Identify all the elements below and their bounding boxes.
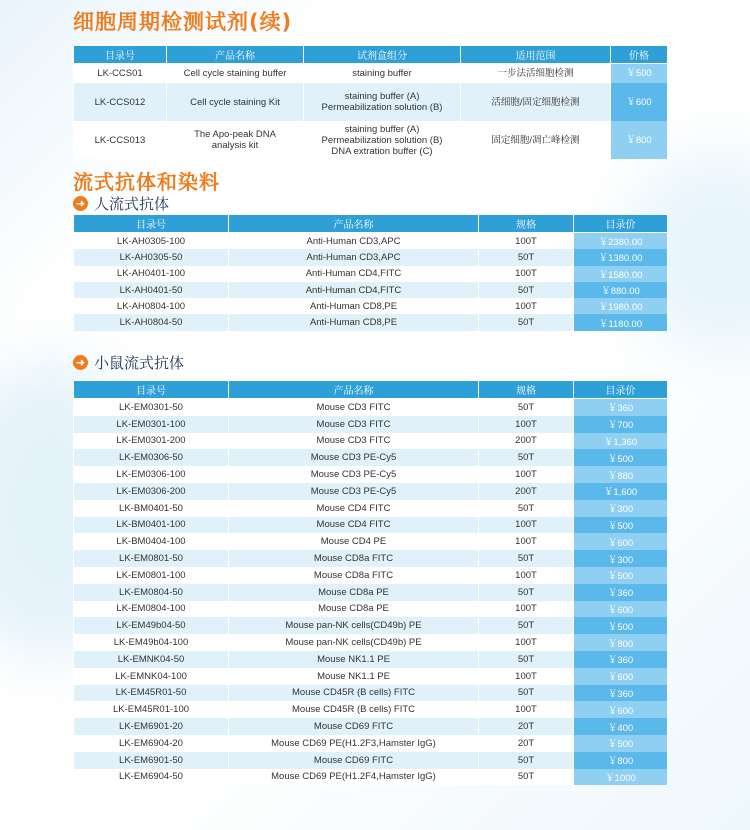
table-cell: LK-EM0306-200 <box>74 483 229 500</box>
table-cell: ￥500 <box>611 64 668 84</box>
table-cell: 20T <box>479 735 574 752</box>
table-cell: LK-CCS013 <box>74 121 167 159</box>
table-row <box>74 449 668 466</box>
table-cell: ￥500 <box>574 567 668 584</box>
table-cell: Mouse CD45R (B cells) FITC <box>229 685 479 702</box>
table-cell: LK-EM0301-200 <box>74 433 229 450</box>
table-row <box>74 584 668 601</box>
table-cell: 一步法活细胞检测 <box>461 64 611 84</box>
table-cell: LK-AH0401-100 <box>74 266 229 282</box>
table-cell: Mouse CD3 PE-Cy5 <box>229 483 479 500</box>
table-cell: LK-BM0404-100 <box>74 533 229 550</box>
table-cell: LK-EM0804-50 <box>74 584 229 601</box>
table-row <box>74 64 668 84</box>
column-header: 产品名称 <box>229 215 479 233</box>
table-row <box>74 121 668 159</box>
table-cell: LK-EMNK04-50 <box>74 651 229 668</box>
table-row <box>74 752 668 769</box>
table-cell: ￥800 <box>574 752 668 769</box>
human-antibody-table <box>73 214 668 331</box>
table-cell: 100T <box>479 567 574 584</box>
table-row <box>74 83 668 121</box>
mouse-antibody-table <box>73 380 668 785</box>
table-cell: 50T <box>479 617 574 634</box>
table-cell: ￥800 <box>611 121 668 159</box>
table-cell: staining buffer <box>304 64 461 84</box>
table-cell: staining buffer (A) Permeabilization solution (B) <box>304 83 461 121</box>
table-cell: ￥500 <box>574 735 668 752</box>
table-cell: LK-EM49b04-50 <box>74 617 229 634</box>
table-cell: ￥360 <box>574 584 668 601</box>
table-cell: ￥2380.00 <box>574 233 668 250</box>
column-header: 规格 <box>479 215 574 233</box>
table-cell: Anti-Human CD8,PE <box>229 314 479 330</box>
table-row <box>74 233 668 250</box>
table-cell: The Apo-peak DNA analysis kit <box>167 121 304 159</box>
table-cell: Anti-Human CD4,FITC <box>229 282 479 298</box>
table-cell: 固定细胞/凋亡峰检测 <box>461 121 611 159</box>
column-header: 试剂盒组分 <box>304 46 461 64</box>
table-row <box>74 500 668 517</box>
table-cell: ￥1,360 <box>574 433 668 450</box>
table-row <box>74 701 668 718</box>
table-cell: LK-EM0301-100 <box>74 416 229 433</box>
table-cell: ￥800 <box>574 634 668 651</box>
table-cell: ￥1180.00 <box>574 314 668 330</box>
table-cell: Mouse CD8a FITC <box>229 550 479 567</box>
column-header: 目录价 <box>574 215 668 233</box>
table-row <box>74 282 668 298</box>
table-cell: LK-EM6904-50 <box>74 769 229 786</box>
table-cell: 20T <box>479 718 574 735</box>
table-cell: 100T <box>479 233 574 250</box>
table-row <box>74 466 668 483</box>
section-title-cell-cycle: 细胞周期检测试剂(续) <box>73 10 293 34</box>
table-cell: LK-EM0306-50 <box>74 449 229 466</box>
column-header: 产品名称 <box>167 46 304 64</box>
table-row <box>74 433 668 450</box>
table-cell: LK-BM0401-100 <box>74 517 229 534</box>
subsection-mouse-title: 小鼠流式抗体 <box>94 354 185 372</box>
table-cell: Cell cycle staining Kit <box>167 83 304 121</box>
table-row <box>74 483 668 500</box>
table-cell: 50T <box>479 314 574 330</box>
table-cell: LK-AH0401-50 <box>74 282 229 298</box>
table-cell: ￥400 <box>574 718 668 735</box>
arrow-right-icon: ➜ <box>73 355 88 370</box>
table-cell: 100T <box>479 517 574 534</box>
table-cell: ￥360 <box>574 399 668 416</box>
table-cell: ￥600 <box>611 83 668 121</box>
table-cell: 50T <box>479 550 574 567</box>
table-cell: Mouse pan-NK cells(CD49b) PE <box>229 634 479 651</box>
table-cell: Mouse CD69 PE(H1.2F3,Hamster IgG) <box>229 735 479 752</box>
table-cell: Cell cycle staining buffer <box>167 64 304 84</box>
table-cell: 200T <box>479 483 574 500</box>
table-cell: 100T <box>479 701 574 718</box>
table-row <box>74 735 668 752</box>
table-cell: ￥600 <box>574 601 668 618</box>
table-cell: 活细胞/固定细胞检测 <box>461 83 611 121</box>
table-cell: Mouse CD8a PE <box>229 601 479 618</box>
table-cell: 50T <box>479 685 574 702</box>
table-cell: 100T <box>479 266 574 282</box>
table-cell: 50T <box>479 769 574 786</box>
table-cell: Mouse CD69 FITC <box>229 718 479 735</box>
table-cell: LK-EM6901-50 <box>74 752 229 769</box>
column-header: 目录号 <box>74 381 229 399</box>
table-cell: Mouse CD3 FITC <box>229 416 479 433</box>
table-cell: staining buffer (A) Permeabilization solution (B) DNA extration buffer (C) <box>304 121 461 159</box>
table-cell: ￥1000 <box>574 769 668 786</box>
column-header: 目录号 <box>74 46 167 64</box>
cell-cycle-table <box>73 45 668 159</box>
column-header: 目录价 <box>574 381 668 399</box>
table-cell: LK-AH0804-50 <box>74 314 229 330</box>
table-cell: 100T <box>479 298 574 314</box>
table-cell: ￥500 <box>574 449 668 466</box>
table-cell: Anti-Human CD3,APC <box>229 249 479 265</box>
table-cell: ￥300 <box>574 500 668 517</box>
column-header: 目录号 <box>74 215 229 233</box>
table-cell: Mouse CD4 FITC <box>229 517 479 534</box>
table-cell: Anti-Human CD8,PE <box>229 298 479 314</box>
table-cell: ￥1980.00 <box>574 298 668 314</box>
table-row <box>74 651 668 668</box>
table-cell: 100T <box>479 601 574 618</box>
table-cell: LK-AH0305-100 <box>74 233 229 250</box>
table-cell: ￥1380.00 <box>574 249 668 265</box>
table-cell: ￥300 <box>574 550 668 567</box>
table-row <box>74 769 668 786</box>
table-cell: ￥360 <box>574 651 668 668</box>
table-cell: LK-CCS01 <box>74 64 167 84</box>
table-cell: Mouse CD45R (B cells) FITC <box>229 701 479 718</box>
table-row <box>74 668 668 685</box>
table-cell: 50T <box>479 399 574 416</box>
table-cell: ￥1,600 <box>574 483 668 500</box>
table-cell: 50T <box>479 584 574 601</box>
table-cell: 50T <box>479 651 574 668</box>
section-title-flow-antibodies: 流式抗体和染料 <box>73 170 220 194</box>
table-cell: Mouse CD3 PE-Cy5 <box>229 449 479 466</box>
table-cell: 50T <box>479 500 574 517</box>
table-cell: LK-CCS012 <box>74 83 167 121</box>
table-cell: LK-EM45R01-50 <box>74 685 229 702</box>
table-row <box>74 533 668 550</box>
table-cell: Mouse CD3 PE-Cy5 <box>229 466 479 483</box>
table-cell: Mouse NK1.1 PE <box>229 651 479 668</box>
table-row <box>74 399 668 416</box>
table-cell: LK-EM49b04-100 <box>74 634 229 651</box>
table-cell: ￥880 <box>574 466 668 483</box>
table-cell: 100T <box>479 634 574 651</box>
table-cell: Mouse CD8a FITC <box>229 567 479 584</box>
table-cell: LK-EM0306-100 <box>74 466 229 483</box>
table-cell: 50T <box>479 449 574 466</box>
table-row <box>74 718 668 735</box>
table-cell: LK-EM0801-100 <box>74 567 229 584</box>
table-row <box>74 550 668 567</box>
table-cell: LK-EM0801-50 <box>74 550 229 567</box>
table-cell: 50T <box>479 752 574 769</box>
table-cell: 100T <box>479 668 574 685</box>
table-cell: ￥360 <box>574 685 668 702</box>
column-header: 规格 <box>479 381 574 399</box>
table-cell: ￥500 <box>574 617 668 634</box>
table-cell: LK-BM0401-50 <box>74 500 229 517</box>
table-cell: ￥1580.00 <box>574 266 668 282</box>
table-cell: Anti-Human CD4,FITC <box>229 266 479 282</box>
table-cell: ￥600 <box>574 701 668 718</box>
table-cell: LK-AH0804-100 <box>74 298 229 314</box>
table-cell: 100T <box>479 466 574 483</box>
table-row <box>74 517 668 534</box>
table-cell: LK-EM0804-100 <box>74 601 229 618</box>
subsection-mouse <box>73 352 184 373</box>
table-cell: Anti-Human CD3,APC <box>229 233 479 250</box>
table-cell: ￥600 <box>574 668 668 685</box>
table-cell: Mouse CD69 FITC <box>229 752 479 769</box>
table-cell: LK-EM6904-20 <box>74 735 229 752</box>
table-cell: Mouse pan-NK cells(CD49b) PE <box>229 617 479 634</box>
table-row <box>74 314 668 330</box>
table-cell: Mouse CD4 PE <box>229 533 479 550</box>
table-cell: 100T <box>479 416 574 433</box>
table-cell: LK-AH0305-50 <box>74 249 229 265</box>
table-cell: Mouse NK1.1 PE <box>229 668 479 685</box>
table-cell: Mouse CD3 FITC <box>229 433 479 450</box>
table-cell: Mouse CD4 FITC <box>229 500 479 517</box>
table-row <box>74 634 668 651</box>
table-cell: 100T <box>479 533 574 550</box>
subsection-human-title: 人流式抗体 <box>94 195 170 213</box>
table-row <box>74 266 668 282</box>
table-cell: 200T <box>479 433 574 450</box>
table-cell: ￥600 <box>574 533 668 550</box>
table-cell: LK-EM45R01-100 <box>74 701 229 718</box>
table-cell: LK-EM0301-50 <box>74 399 229 416</box>
table-cell: Mouse CD8a PE <box>229 584 479 601</box>
arrow-right-icon: ➜ <box>73 196 88 211</box>
table-row <box>74 567 668 584</box>
table-cell: ￥880.00 <box>574 282 668 298</box>
table-row <box>74 685 668 702</box>
table-cell: LK-EM6901-20 <box>74 718 229 735</box>
table-row <box>74 298 668 314</box>
subsection-human <box>73 193 169 214</box>
table-row <box>74 249 668 265</box>
table-row <box>74 601 668 618</box>
table-row <box>74 617 668 634</box>
table-cell: Mouse CD3 FITC <box>229 399 479 416</box>
table-row <box>74 416 668 433</box>
table-cell: LK-EMNK04-100 <box>74 668 229 685</box>
table-cell: 50T <box>479 282 574 298</box>
table-cell: ￥500 <box>574 517 668 534</box>
table-cell: ￥700 <box>574 416 668 433</box>
column-header: 产品名称 <box>229 381 479 399</box>
column-header: 价格 <box>611 46 668 64</box>
column-header: 适用范围 <box>461 46 611 64</box>
table-cell: Mouse CD69 PE(H1.2F4,Hamster IgG) <box>229 769 479 786</box>
table-cell: 50T <box>479 249 574 265</box>
